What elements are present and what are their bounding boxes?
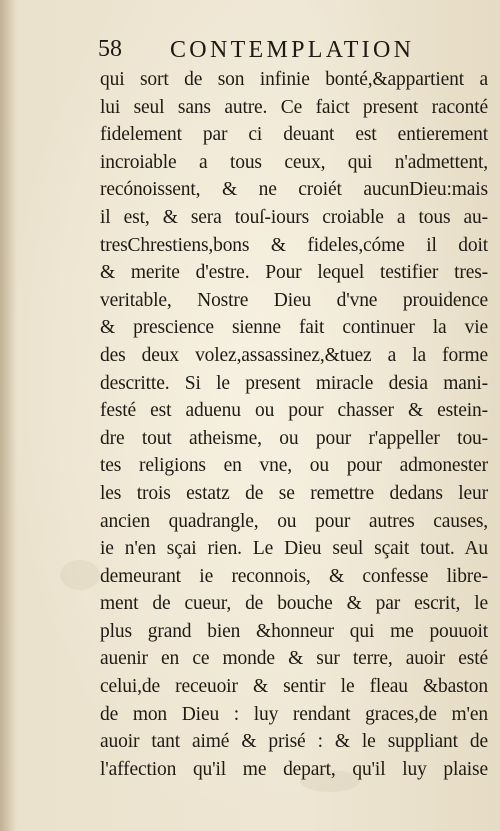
text-line: demeurant ie reconnois, & confesse libre- xyxy=(100,565,488,587)
text-line: dre tout atheisme, ou pour r'appeller tou- xyxy=(100,427,488,449)
text-line: auoir tant aimé & prisé : & le suppliant de xyxy=(100,731,488,753)
text-line: fidelement par ci deuant est entierement xyxy=(100,124,488,146)
text-line: veritable, Nostre Dieu d'vne prouidence xyxy=(100,289,488,311)
page-number: 58 xyxy=(98,36,122,62)
text-line: & prescience sienne fait continuer la vie xyxy=(100,317,488,339)
text-line: incroiable a tous ceux, qui n'admettent, xyxy=(100,151,488,173)
text-line: ment de cueur, de bouche & par escrit, le xyxy=(100,593,488,615)
text-line: lui seul sans autre. Ce faict present raconté xyxy=(100,96,488,118)
text-line: l'affection qu'il me depart, qu'il luy plaise xyxy=(100,758,488,780)
text-line: les trois estatz de se remettre dedans leur xyxy=(100,482,488,504)
text-line: qui sort de son infinie bonté,&appartient a xyxy=(100,69,488,90)
paper-stain xyxy=(60,560,100,590)
text-line: il est, & sera touſ-iours croiable a tous au- xyxy=(100,206,488,228)
text-line: celui,de receuoir & sentir le fleau &baston xyxy=(100,676,488,698)
text-line: plus grand bien &honneur qui me pouuoit xyxy=(100,620,488,642)
page-header xyxy=(98,34,490,68)
text-line: recónoissent, & ne croiét aucunDieu:mais xyxy=(100,179,488,201)
body-text xyxy=(100,66,488,783)
text-line: des deux volez,assassinez,&tuez a la forme xyxy=(100,344,488,366)
text-line: tes religions en vne, ou pour admonester xyxy=(100,455,488,477)
text-line: tresChrestiens,bons & fideles,cóme il doit xyxy=(100,234,488,256)
text-line: & merite d'estre. Pour lequel testifier tres- xyxy=(100,262,488,284)
text-line: ie n'en sçai rien. Le Dieu seul sçait tout. Au xyxy=(100,538,488,560)
text-line: de mon Dieu : luy rendant graces,de m'en xyxy=(100,703,488,725)
text-line: festé est aduenu ou pour chasser & estein- xyxy=(100,400,488,422)
text-line: ancien quadrangle, ou pour autres causes, xyxy=(100,510,488,532)
text-line: descritte. Si le present miracle desia mani- xyxy=(100,372,488,394)
text-line: auenir en ce monde & sur terre, auoir esté xyxy=(100,648,488,670)
running-title: CONTEMPLATION xyxy=(170,37,415,63)
gutter-shadow xyxy=(0,0,16,831)
